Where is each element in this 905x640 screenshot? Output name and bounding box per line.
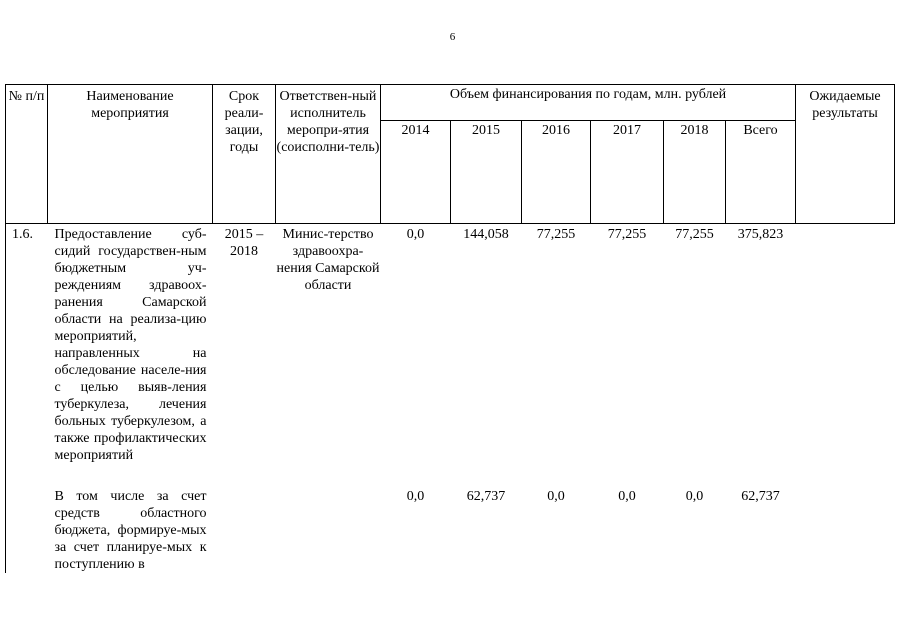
header-year-2015: 2015: [451, 121, 522, 224]
row-term: [213, 486, 276, 573]
header-num: № п/п: [6, 85, 48, 224]
header-results: Ожидаемые результаты: [796, 85, 895, 224]
row-results: [796, 486, 895, 573]
header-term: Срок реали-зации, годы: [213, 85, 276, 224]
header-year-2017: 2017: [591, 121, 664, 224]
table-row: [6, 486, 895, 573]
table-header: [6, 85, 895, 224]
row-value-2018: 77,255: [675, 227, 714, 242]
row-responsible: [276, 486, 381, 573]
row-value-2018: 0,0: [685, 489, 704, 504]
row-num: 1.6.: [6, 224, 48, 465]
header-responsible: Ответствен-ный исполнитель меропри-ятия (соисполни-тель): [276, 85, 381, 224]
row-value-total: 375,823: [737, 227, 784, 242]
row-value-2017: 0,0: [618, 489, 636, 504]
row-value-2014: 0,0: [406, 227, 425, 242]
row-value-2017: 77,255: [607, 227, 647, 242]
header-year-2014: 2014: [381, 121, 451, 224]
row-value-2016: 77,255: [536, 227, 576, 242]
row-value-2014: 0,0: [406, 489, 425, 504]
row-term: 2015 – 2018: [224, 227, 264, 259]
row-responsible: Минис-терство здравоохра-нения Самарской области: [276, 227, 380, 293]
header-year-2016: 2016: [522, 121, 591, 224]
row-value-2015: 144,058: [463, 227, 509, 242]
header-total: Всего: [726, 121, 796, 224]
row-name: В том числе за счет средств областного бюджета, формируе-мых за счет планируе-мых к поступлению в: [54, 489, 207, 572]
row-results: [796, 224, 895, 465]
row-spacer: [6, 464, 895, 486]
row-value-2015: 62,737: [466, 489, 506, 504]
financing-table: [5, 84, 895, 573]
row-value-total: 62,737: [741, 489, 780, 504]
header-name: Наименование мероприятия: [48, 85, 213, 224]
row-num: [6, 486, 48, 573]
header-year-2018: 2018: [664, 121, 726, 224]
row-value-2016: 0,0: [547, 489, 565, 504]
row-name: Предоставление суб-сидий государствен-ным бюджетным уч-реждениям здравоох-ранения Самарской области на реализа-цию мероприятий, направленных на обследование населе-ния с целью выяв-ления туберкулеза, лечения больных туберкулезом, а также профилактических мероприятий: [54, 227, 207, 463]
page-number: 6: [449, 31, 456, 43]
header-financing: Объем финансирования по годам, млн. рублей: [381, 85, 796, 121]
table-row: [6, 224, 895, 465]
